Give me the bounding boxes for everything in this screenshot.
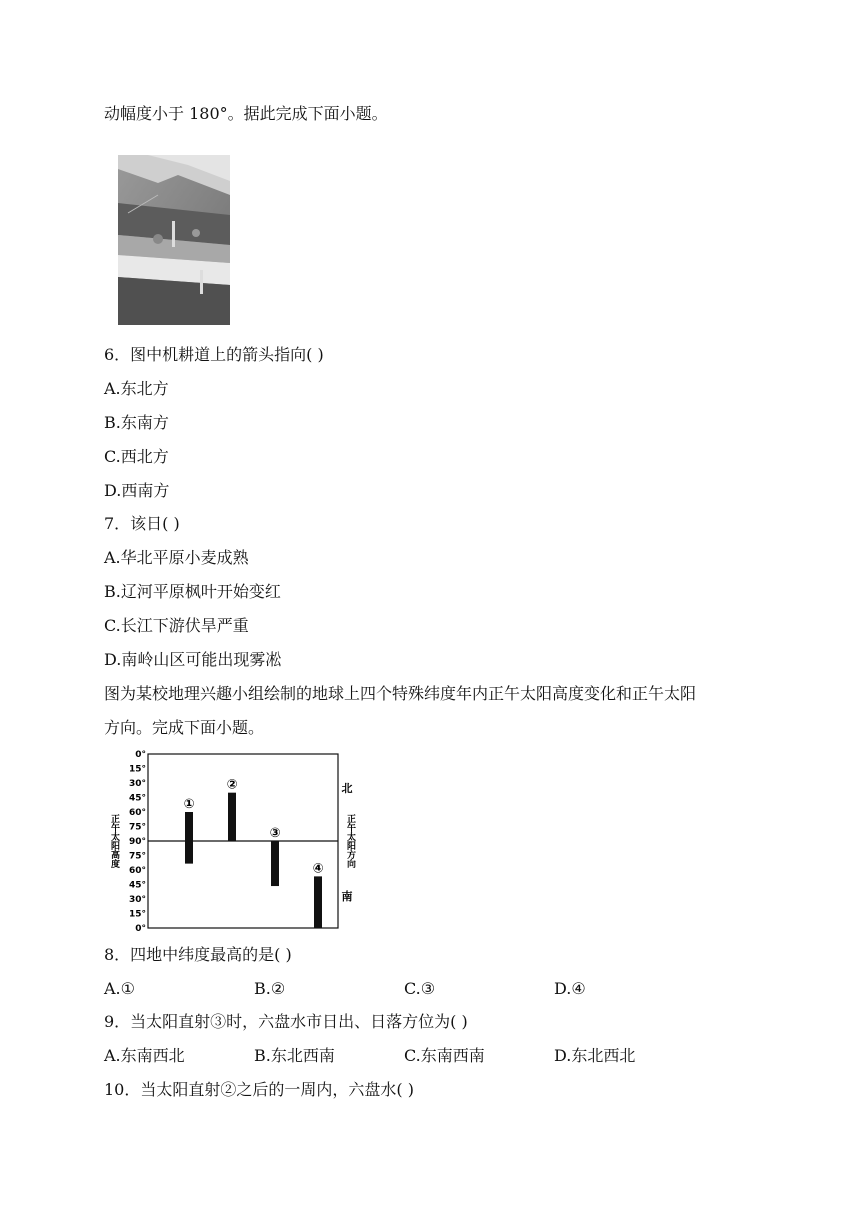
q7-option-a: A.华北平原小麦成熟 — [104, 548, 249, 567]
farm-road-photo — [118, 155, 230, 325]
tick-label: 45° — [128, 880, 146, 891]
tick-label: 15° — [128, 764, 146, 775]
dir-north-label: 北 — [341, 782, 353, 795]
q6-option-c: C.西北方 — [104, 447, 169, 466]
passage2-line2: 方向。完成下面小题。 — [104, 718, 265, 737]
tick-label: 30° — [128, 895, 146, 905]
q7-stem: 7．该日( ) — [104, 514, 180, 533]
bar-label-4: ④ — [312, 861, 324, 877]
q9-option-c: C.东南西南 — [404, 1046, 485, 1065]
tick-label: 45° — [128, 793, 146, 804]
q6-option-b: B.东南方 — [104, 413, 169, 432]
q7-option-d: D.南岭山区可能出现雾凇 — [104, 650, 282, 669]
q8-option-b: B.② — [254, 979, 286, 998]
q8-option-d: D.④ — [554, 979, 586, 998]
tick-label: 0° — [135, 924, 146, 932]
tick-label: 30° — [128, 779, 146, 789]
q6-stem: 6．图中机耕道上的箭头指向( ) — [104, 345, 324, 364]
q9-option-b: B.东北西南 — [254, 1046, 335, 1065]
q9-option-a: A.东南西北 — [104, 1046, 185, 1065]
dir-south-label: 南 — [341, 890, 353, 903]
bar-1 — [185, 812, 193, 864]
q6-option-a: A.东北方 — [104, 379, 169, 398]
tick-label: 90° — [128, 837, 146, 847]
bar-label-3: ③ — [269, 826, 281, 841]
q7-option-b: B.辽河平原枫叶开始变红 — [104, 582, 281, 601]
bar-3 — [271, 841, 279, 886]
q9-option-d: D.东北西北 — [554, 1046, 636, 1065]
ylabel-left: 正午太阳高度 — [109, 814, 119, 868]
intro-tail: 动幅度小于 180°。据此完成下面小题。 — [104, 104, 388, 123]
q8-option-a: A.① — [104, 979, 135, 998]
chart-svg — [104, 748, 360, 932]
tick-label: 75° — [128, 851, 146, 862]
q6-option-d: D.西南方 — [104, 481, 170, 500]
q10-stem: 10．当太阳直射②之后的一周内，六盘水( ) — [104, 1080, 414, 1099]
tick-label: 75° — [128, 822, 146, 833]
q8-option-c: C.③ — [404, 979, 436, 998]
tick-label: 0° — [135, 750, 146, 760]
tick-label: 15° — [128, 909, 146, 920]
passage2-line1: 图为某校地理兴趣小组绘制的地球上四个特殊纬度年内正午太阳高度变化和正午太阳 — [104, 684, 697, 703]
tick-label: 60° — [128, 866, 146, 876]
bar-label-2: ② — [226, 777, 238, 793]
q8-stem: 8．四地中纬度最高的是( ) — [104, 945, 292, 964]
bar-4 — [314, 876, 322, 928]
bar-2 — [228, 793, 236, 841]
ylabel-right: 正午太阳方向 — [345, 814, 355, 868]
q7-option-c: C.长江下游伏旱严重 — [104, 616, 249, 635]
tick-label: 60° — [128, 808, 146, 818]
q9-stem: 9．当太阳直射③时，六盘水市日出、日落方位为( ) — [104, 1012, 468, 1031]
bar-label-1: ① — [183, 797, 195, 812]
sun-altitude-chart — [104, 748, 360, 932]
